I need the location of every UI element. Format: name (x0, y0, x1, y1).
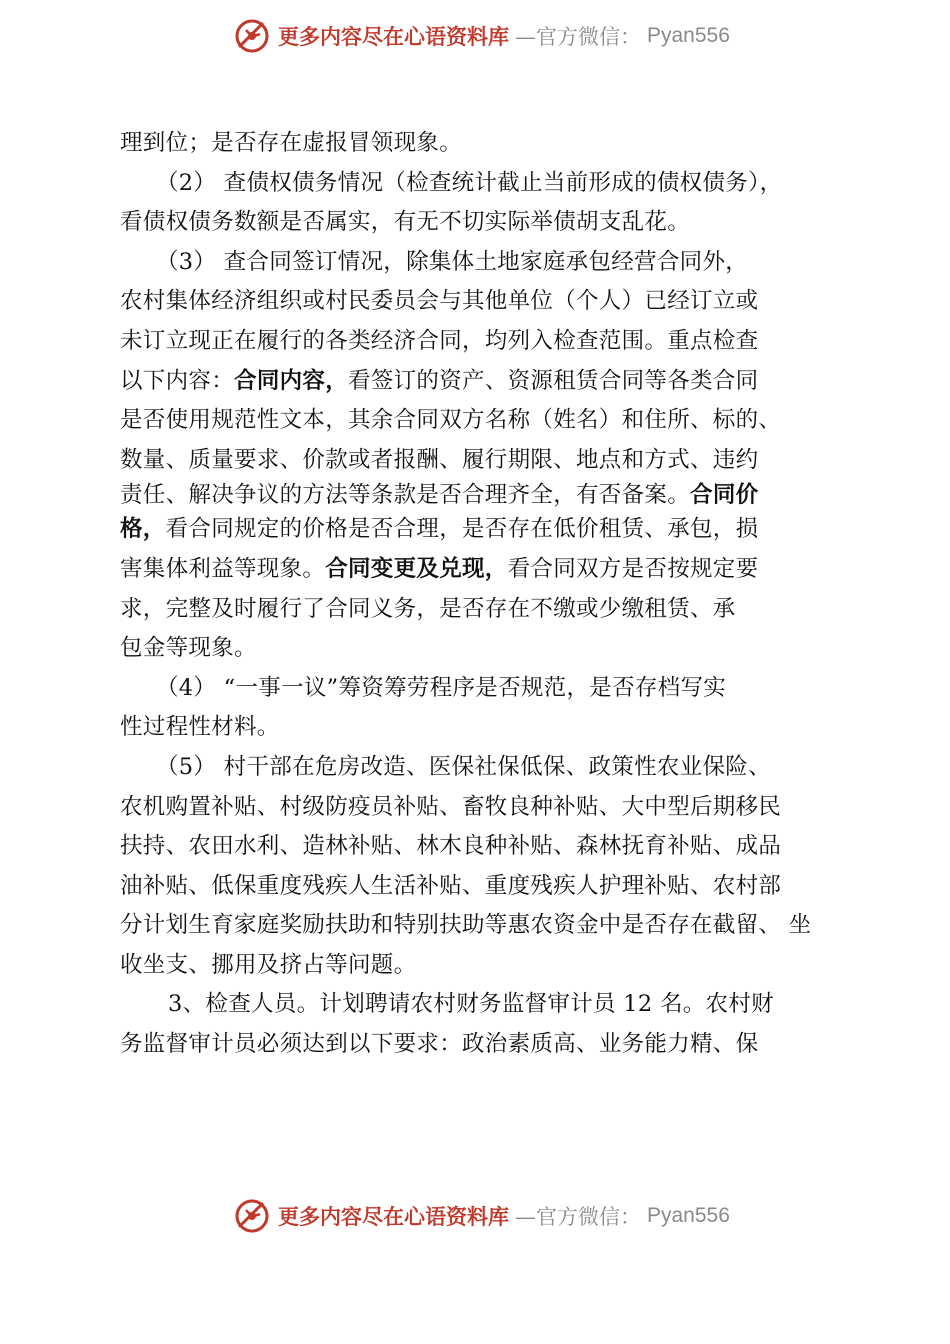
footer-brand-text: 更多内容尽在心语资料库 (278, 1204, 509, 1229)
text-line: 数量、质量要求、价款或者报酬、履行期限、地点和方式、违约 (120, 446, 759, 473)
text-run: 看签订的资产、资源租赁合同等各类合同 (348, 367, 759, 394)
text-line: （3） 查合同签订情况，除集体土地家庭承包经营合同外， (156, 248, 749, 275)
header-wechat-id: Pyan556 (647, 24, 730, 47)
text-line: 性过程性材料。 (120, 714, 280, 741)
bold-heading: 格， (120, 516, 166, 543)
header-banner (232, 16, 730, 56)
text-run: 看合同双方是否按规定要 (507, 555, 759, 582)
text-line: 是否使用规范性文本，其余合同双方名称（姓名）和住所、标的、 (120, 407, 782, 434)
text-line: 收坐支、挪用及挤占等问题。 (120, 951, 417, 978)
text-run: 看合同规定的价格是否合理，是否存在低价租赁、承包，损 (165, 516, 759, 543)
text-line: 油补贴、低保重度残疾人生活补贴、重度残疾人护理补贴、农村部 (120, 872, 782, 899)
text-run: 责任、解决争议的方法等条款是否合理齐全，有否备案。 (120, 482, 691, 509)
text-line: （5） 村干部在危房改造、医保社保低保、政策性农业保险、 (156, 753, 771, 780)
document-body (120, 124, 840, 1065)
text-line: 3、检查人员。计划聘请农村财务监督审计员 12 名。农村财 (168, 991, 774, 1018)
text-line: 包金等现象。 (120, 635, 257, 662)
bold-heading: 合同价 (690, 482, 759, 509)
text-line: 农机购置补贴、村级防疫员补贴、畜牧良种补贴、大中型后期移民 (120, 793, 782, 820)
text-run: 以下内容： (120, 367, 235, 394)
text-line: 务监督审计员必须达到以下要求：政治素质高、业务能力精、保 (120, 1031, 759, 1058)
text-line (120, 480, 840, 510)
text-line: 未订立现正在履行的各类经济合同，均列入检查范围。重点检查 (120, 327, 759, 354)
text-line: （4） “一事一议”筹资筹劳程序是否规范，是否存档写实 (156, 674, 727, 701)
bold-heading: 合同变更及兑现， (325, 555, 508, 582)
brand-logo-icon (232, 16, 272, 56)
text-line: 求，完整及时履行了合同义务，是否存在不缴或少缴租赁、承 (120, 595, 736, 622)
text-line (120, 510, 840, 550)
text-line: 扶持、农田水利、造林补贴、林木良种补贴、森林抚育补贴、成品 (120, 833, 782, 860)
text-line: （2） 查债权债务情况（检查统计截止当前形成的债权债务）， (156, 169, 783, 196)
footer-separator-text: —官方微信： (515, 1205, 641, 1229)
text-line: 看债权债务数额是否属实，有无不切实际举债胡支乱花。 (120, 209, 691, 236)
text-line (120, 550, 840, 590)
brand-logo-icon (232, 1196, 272, 1236)
text-run: 害集体利益等现象。 (120, 555, 326, 582)
text-line: 分计划生育家庭奖励扶助和特别扶助等惠农资金中是否存在截留、 坐 (120, 912, 812, 939)
bold-heading: 合同内容， (234, 367, 349, 394)
text-line: 农村集体经济组织或村民委员会与其他单位（个人）已经订立或 (120, 288, 759, 315)
text-line: 理到位；是否存在虚报冒领现象。 (120, 130, 463, 156)
header-separator-text: —官方微信： (515, 25, 641, 49)
header-brand-text: 更多内容尽在心语资料库 (278, 24, 509, 49)
footer-banner (232, 1196, 730, 1236)
text-line (120, 362, 840, 402)
footer-wechat-id: Pyan556 (647, 1204, 730, 1227)
